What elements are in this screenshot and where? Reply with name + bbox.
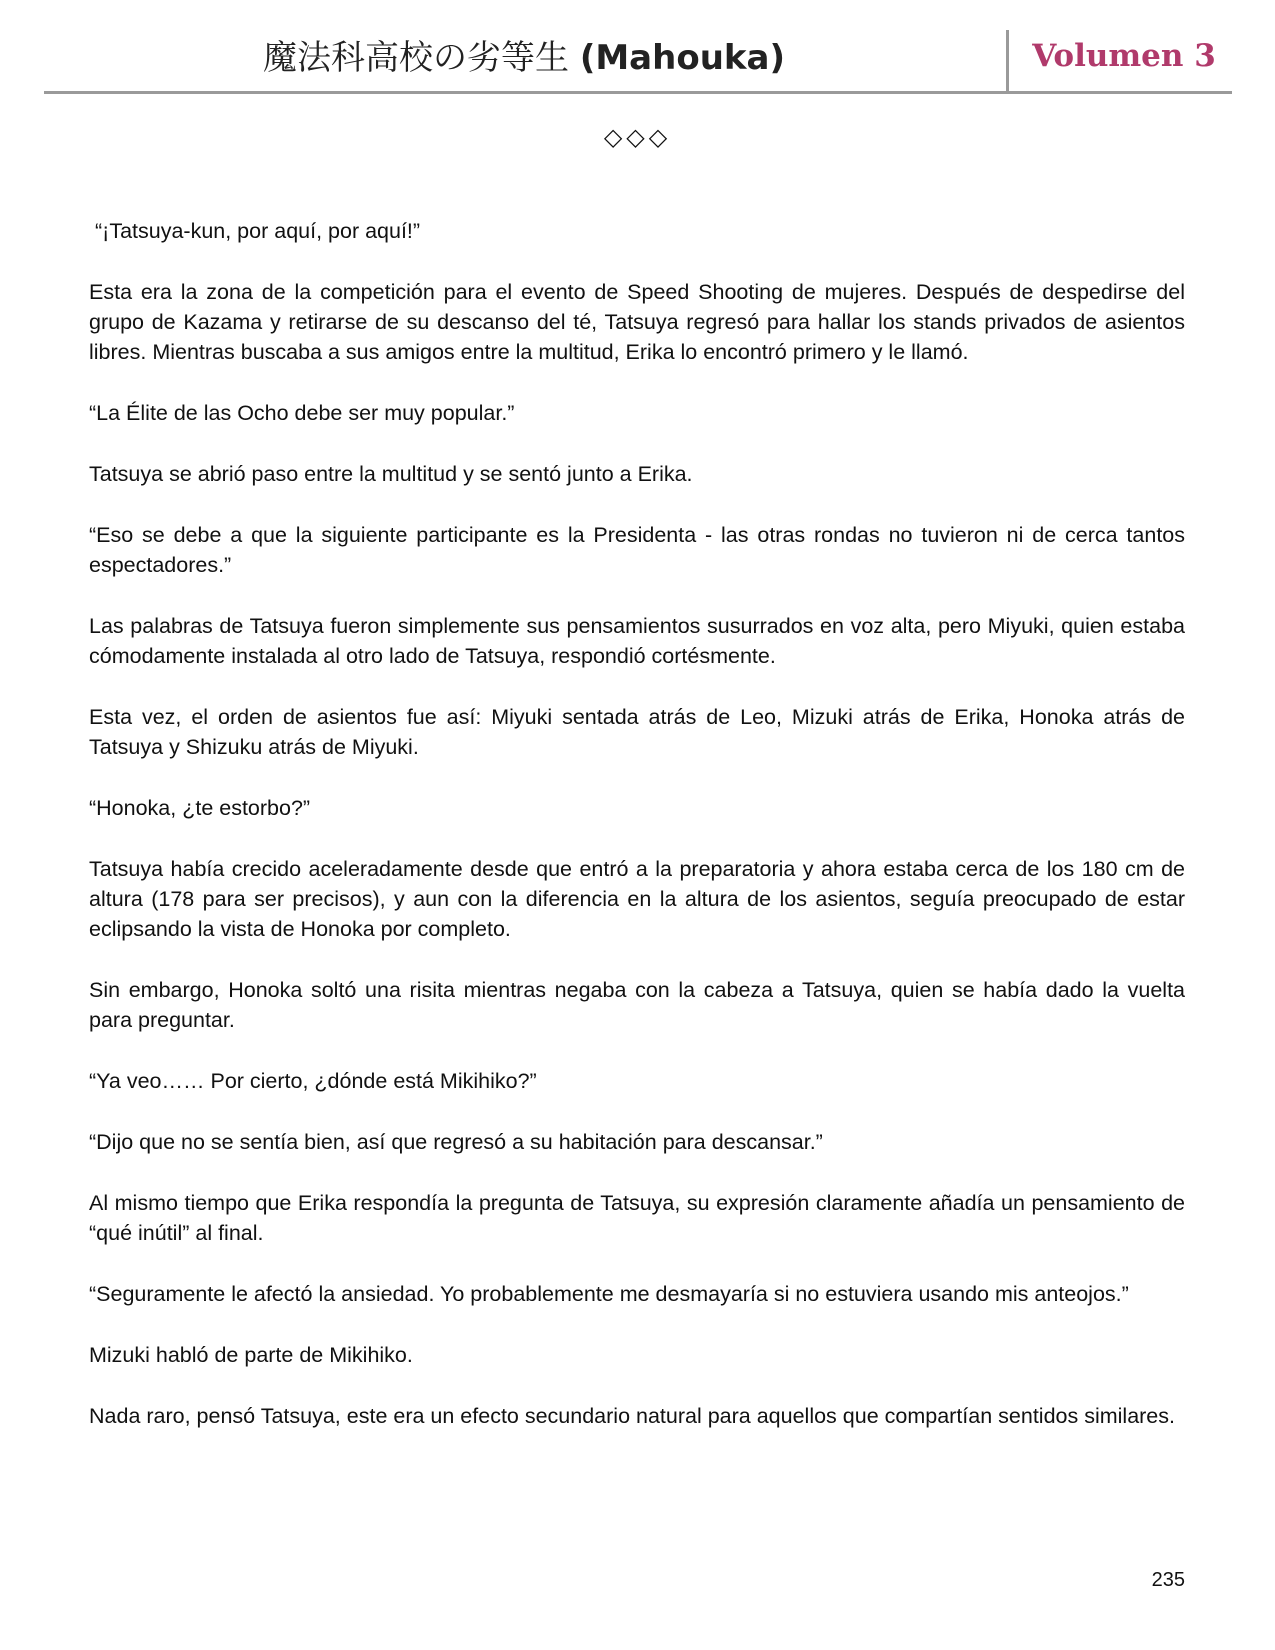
book-title xyxy=(44,38,1004,79)
paragraph: “¡Tatsuya-kun, por aquí, por aquí!” xyxy=(95,219,421,243)
header-divider xyxy=(1006,30,1009,94)
paragraph: “Dijo que no se sentía bien, así que regresó a su habitación para descansar.” xyxy=(89,1130,823,1154)
paragraph: “Seguramente le afectó la ansiedad. Yo probablemente me desmayaría si no estuviera usando mis anteojos.” xyxy=(89,1282,1129,1306)
paragraph: “Honoka, ¿te estorbo?” xyxy=(89,796,311,820)
page-body xyxy=(89,216,1185,1462)
section-separator: ◇◇◇ xyxy=(603,123,672,151)
paragraph: “Ya veo…… Por cierto, ¿dónde está Mikihiko?” xyxy=(89,1069,537,1093)
paragraph: “La Élite de las Ocho debe ser muy popular.” xyxy=(89,401,515,425)
page-header xyxy=(44,28,1232,94)
page-number: 235 xyxy=(1151,1569,1185,1591)
volume-label: Volumen 3 xyxy=(1032,38,1216,74)
paragraph: Al mismo tiempo que Erika respondía la pregunta de Tatsuya, su expresión claramente añadía un pensamiento de “qué inútil” al final. xyxy=(89,1191,1185,1245)
paragraph: “Eso se debe a que la siguiente participante es la Presidenta - las otras rondas no tuvieron ni de cerca tantos espectadores.” xyxy=(89,523,1185,577)
paragraph: Nada raro, pensó Tatsuya, este era un efecto secundario natural para aquellos que compartían sentidos similares. xyxy=(89,1404,1175,1428)
book-title-japanese: 魔法科高校の劣等生 xyxy=(263,38,569,78)
paragraph: Mizuki habló de parte de Mikihiko. xyxy=(89,1343,413,1367)
paragraph: Tatsuya se abrió paso entre la multitud y se sentó junto a Erika. xyxy=(89,462,693,486)
paragraph: Tatsuya había crecido aceleradamente desde que entró a la preparatoria y ahora estaba cerca de los 180 cm de altura (178 para ser precisos), y aun con la diferencia en la altura de los asientos, seguía preocupado de estar eclipsando la vista de Honoka por completo. xyxy=(89,857,1185,941)
paragraph: Esta era la zona de la competición para el evento de Speed Shooting de mujeres. Después de despedirse del grupo de Kazama y retirarse de su descanso del té, Tatsuya regresó para hallar los stands privados de asientos libres. Mientras buscaba a sus amigos entre la multitud, Erika lo encontró primero y le llamó. xyxy=(89,280,1185,364)
paragraph: Sin embargo, Honoka soltó una risita mientras negaba con la cabeza a Tatsuya, quien se había dado la vuelta para preguntar. xyxy=(89,978,1185,1032)
header-rule xyxy=(44,91,1232,94)
paragraph: Esta vez, el orden de asientos fue así: Miyuki sentada atrás de Leo, Mizuki atrás de Erika, Honoka atrás de Tatsuya y Shizuku atrás de Miyuki. xyxy=(89,705,1185,759)
paragraph: Las palabras de Tatsuya fueron simplemente sus pensamientos susurrados en voz alta, pero Miyuki, quien estaba cómodamente instalada al otro lado de Tatsuya, respondió cortésmente. xyxy=(89,614,1185,668)
book-title-romanized: (Mahouka) xyxy=(579,38,785,78)
